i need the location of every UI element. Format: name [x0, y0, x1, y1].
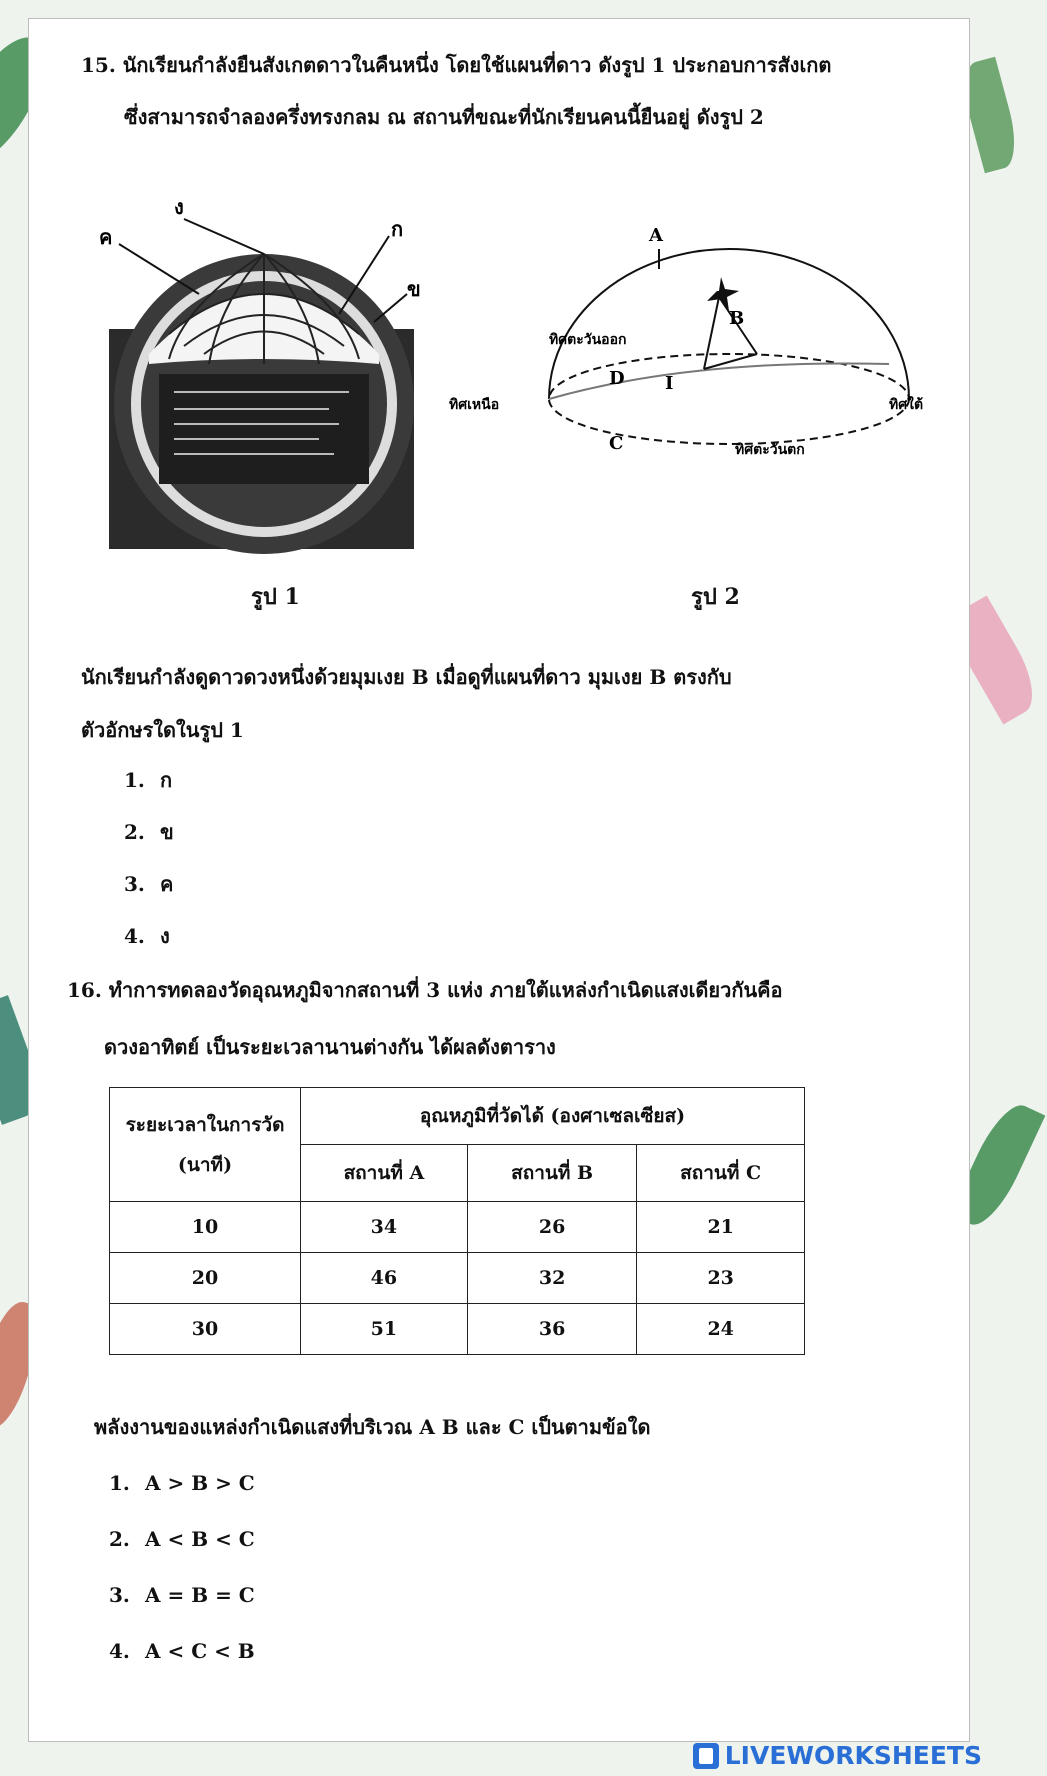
duration-header-line1: ระยะเวลาในการวัด	[125, 1113, 285, 1136]
q16-option-1[interactable]	[109, 1471, 255, 1495]
option-text: A > B > C	[145, 1471, 255, 1495]
fig2-west-label: ทิศตะวันตก	[735, 442, 805, 458]
option-number: 3.	[124, 872, 145, 896]
q15-question-line2: ตัวอักษรใดในรูป 1	[81, 718, 244, 742]
planisphere-figure	[89, 195, 434, 559]
option-text: ก	[160, 768, 173, 792]
fig2-north-label: ทิศเหนือ	[449, 397, 500, 413]
table-cell: 36	[467, 1304, 637, 1355]
q16-option-3[interactable]	[109, 1583, 255, 1607]
table-cell: 20	[110, 1253, 301, 1304]
table-cell: 32	[467, 1253, 637, 1304]
star-icon	[707, 277, 739, 311]
fig2-label-C: C	[609, 433, 624, 454]
fig2-caption: รูป 2	[691, 584, 740, 610]
option-number: 3.	[109, 1583, 130, 1607]
worksheet-page	[28, 18, 970, 1742]
star-line-1	[704, 297, 719, 369]
q15-option-1[interactable]	[124, 764, 172, 796]
option-text: ข	[160, 820, 174, 844]
table-cell: 34	[301, 1202, 468, 1253]
col-header-location-a: สถานที่ A	[301, 1145, 468, 1202]
option-text: A = B = C	[145, 1583, 255, 1607]
q15-line2: ซึ่งสามารถจำลองครึ่งทรงกลม ณ สถานที่ขณะที่นักเรียนคนนี้ยืนอยู่ ดังรูป 2	[124, 105, 764, 129]
col-header-location-b: สถานที่ B	[467, 1145, 637, 1202]
fig2-label-I: I	[665, 373, 674, 394]
table-row	[110, 1253, 805, 1304]
fig1-label-ng: ง	[174, 195, 184, 219]
option-number: 4.	[109, 1639, 130, 1663]
q15-option-2[interactable]	[124, 816, 174, 848]
brand-text: LIVEWORKSHEETS	[724, 1741, 982, 1770]
table-cell: 23	[637, 1253, 805, 1304]
table-cell: 26	[467, 1202, 637, 1253]
fig2-label-D: D	[609, 368, 625, 389]
option-text: A < B < C	[145, 1527, 255, 1551]
col-header-location-c: สถานที่ C	[637, 1145, 805, 1202]
fig2-east-label: ทิศตะวันออก	[549, 332, 627, 348]
q16-line2: ดวงอาทิตย์ เป็นระยะเวลานานต่างกัน ได้ผลดังตาราง	[104, 1035, 556, 1059]
temperature-group-header: อุณหภูมิที่วัดได้ (องศาเซลเซียส)	[301, 1088, 805, 1145]
table-cell: 24	[637, 1304, 805, 1355]
table-row	[110, 1202, 805, 1253]
q15-line1: 15. นักเรียนกำลังยืนสังเกตดาวในคืนหนึ่ง โดยใช้แผนที่ดาว ดังรูป 1 ประกอบการสังเกต	[81, 53, 832, 77]
liveworksheets-logo[interactable]	[693, 1741, 982, 1770]
table-cell: 21	[637, 1202, 805, 1253]
fig1-label-kho: ค	[99, 225, 113, 249]
option-text: ค	[160, 872, 174, 896]
option-text: ง	[160, 924, 170, 948]
q15-option-4[interactable]	[124, 920, 170, 952]
liveworksheets-icon	[693, 1743, 719, 1769]
table-cell: 46	[301, 1253, 468, 1304]
q16-question: พลังงานของแหล่งกำเนิดแสงที่บริเวณ A B และ C เป็นตามข้อใด	[94, 1415, 651, 1439]
option-number: 1.	[124, 768, 145, 792]
table-cell: 51	[301, 1304, 468, 1355]
planisphere-text-panel	[159, 374, 369, 484]
q15-question-line1: นักเรียนกำลังดูดาวดวงหนึ่งด้วยมุมเงย B เมื่อดูที่แผนที่ดาว มุมเงย B ตรงกับ	[81, 665, 732, 689]
table-cell: 30	[110, 1304, 301, 1355]
fig2-south-label: ทิศใต้	[889, 397, 924, 413]
q15-option-3[interactable]	[124, 868, 173, 900]
q16-option-2[interactable]	[109, 1527, 255, 1551]
celestial-dome-figure	[449, 225, 949, 549]
duration-header	[110, 1088, 301, 1202]
option-number: 4.	[124, 924, 145, 948]
table-row	[110, 1304, 805, 1355]
fig1-label-kho-khai: ข	[407, 277, 421, 301]
option-text: A < C < B	[145, 1639, 255, 1663]
temperature-table	[109, 1087, 805, 1355]
horizon-line	[549, 363, 889, 399]
fig1-label-ko: ก	[391, 217, 404, 241]
table-cell: 10	[110, 1202, 301, 1253]
q16-line1: 16. ทำการทดลองวัดอุณหภูมิจากสถานที่ 3 แห่ง ภายใต้แหล่งกำเนิดแสงเดียวกันคือ	[67, 978, 783, 1002]
option-number: 2.	[109, 1527, 130, 1551]
duration-header-line2: (นาที)	[177, 1153, 233, 1176]
fig1-caption: รูป 1	[251, 584, 300, 610]
table-header-row	[110, 1088, 805, 1145]
fig2-label-A: A	[649, 225, 663, 246]
fig2-label-B: B	[729, 308, 745, 329]
q16-option-4[interactable]	[109, 1639, 255, 1663]
option-number: 1.	[109, 1471, 130, 1495]
option-number: 2.	[124, 820, 145, 844]
